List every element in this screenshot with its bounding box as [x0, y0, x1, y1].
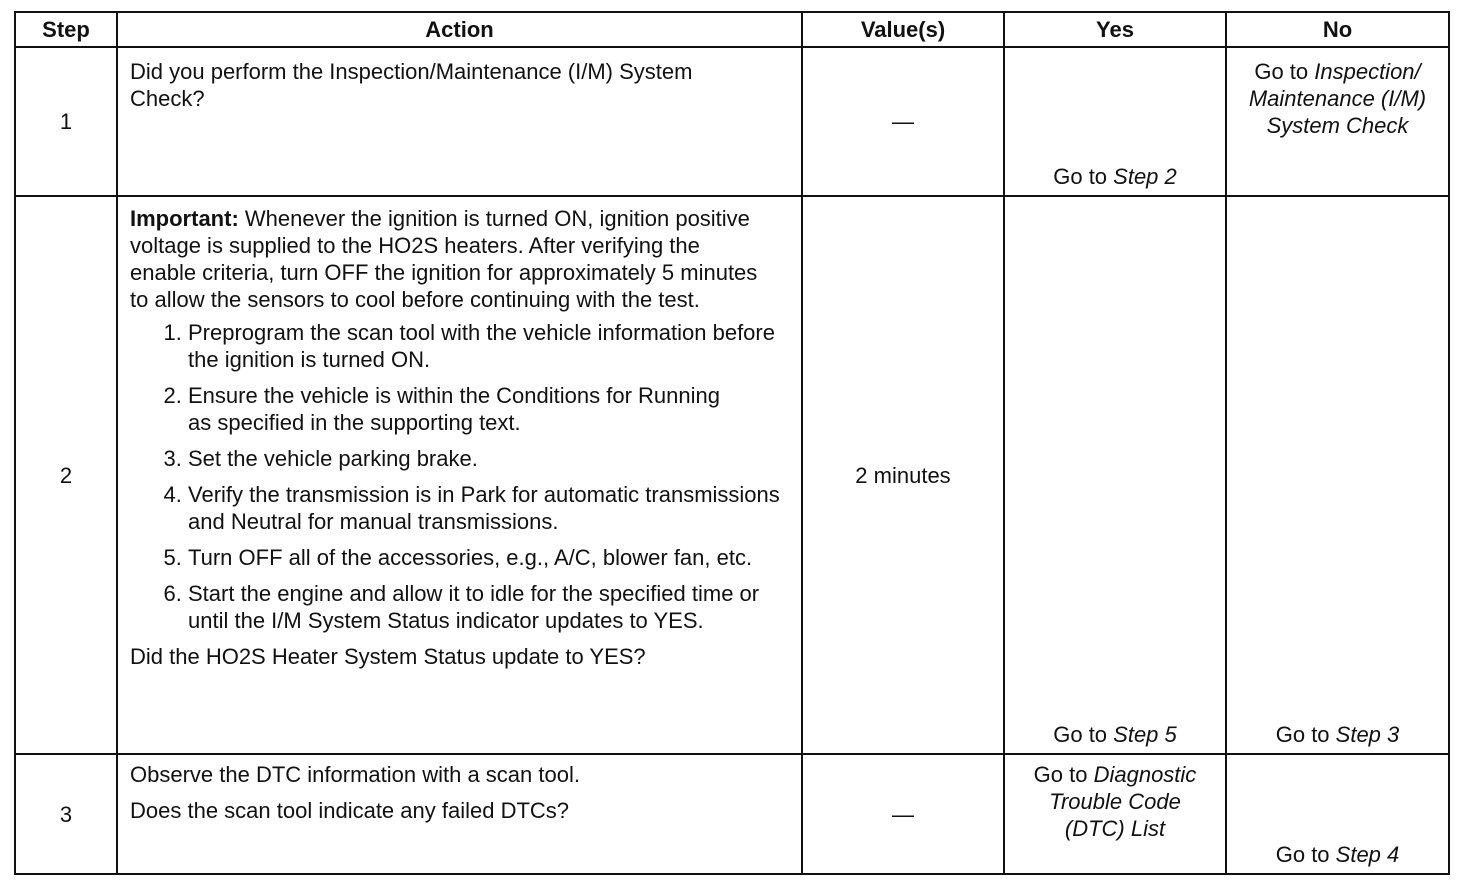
- table-row: [15, 196, 1449, 754]
- no-cell: [1226, 196, 1449, 754]
- no-goto[interactable]: Go to Step 3: [1275, 722, 1400, 747]
- no-cell: [1226, 754, 1449, 874]
- header-step: Step: [15, 12, 117, 47]
- values-cell: —: [802, 754, 1004, 874]
- yes-goto[interactable]: Go to Step 5: [1053, 722, 1177, 747]
- header-action: Action: [117, 12, 802, 47]
- table-row: [15, 47, 1449, 196]
- table-row: [15, 754, 1449, 874]
- yes-goto[interactable]: Go to Step 2: [1053, 164, 1177, 189]
- step-number: 3: [15, 754, 117, 874]
- diagnostic-table: [14, 11, 1450, 875]
- list-item: 2. Ensure the vehicle is within the Conditions for Running as specified in the supporting text.: [188, 382, 728, 436]
- step-number: 1: [15, 47, 117, 196]
- header-row: [15, 12, 1449, 47]
- yes-cell: [1004, 754, 1226, 874]
- header-no: No: [1226, 12, 1449, 47]
- list-item: 5. Turn OFF all of the accessories, e.g., A/C, blower fan, etc.: [188, 544, 768, 571]
- list-item: 4. Verify the transmission is in Park for automatic transmissions and Neutral for manual transmissions.: [188, 481, 789, 535]
- list-item: 6. Start the engine and allow it to idle for the specified time or until the I/M System Status indicator updates to YES.: [188, 580, 789, 634]
- yes-cell: [1004, 196, 1226, 754]
- action-question: Does the scan tool indicate any failed DTCs?: [130, 798, 570, 823]
- action-cell: [117, 196, 802, 754]
- important-label: Important:: [130, 206, 239, 231]
- important-note: [130, 205, 770, 313]
- yes-cell: [1004, 47, 1226, 196]
- no-cell: [1226, 47, 1449, 196]
- step-number: 2: [15, 196, 117, 754]
- header-values: Value(s): [802, 12, 1004, 47]
- action-text: Did you perform the Inspection/Maintenance (I/M) System Check?: [130, 59, 693, 111]
- no-goto[interactable]: Go to Step 4: [1275, 842, 1400, 867]
- procedure-list: [130, 319, 789, 634]
- list-item: 1. Preprogram the scan tool with the vehicle information before the ignition is turned ON.: [188, 319, 789, 373]
- action-text: Observe the DTC information with a scan tool.: [130, 762, 580, 787]
- no-goto[interactable]: Go to Inspection/ Maintenance (I/M) System Check: [1248, 59, 1427, 138]
- header-yes: Yes: [1004, 12, 1226, 47]
- values-cell: 2 minutes: [802, 196, 1004, 754]
- list-item: 3. Set the vehicle parking brake.: [188, 445, 789, 472]
- important-text: Whenever the ignition is turned ON, ignition positive voltage is supplied to the HO2S heaters. After verifying the enable criteria, turn OFF the ignition for approximately 5 minutes to allow the sensors to cool before continuing with the test.: [130, 206, 758, 312]
- action-cell: [117, 754, 802, 874]
- action-cell: [117, 47, 802, 196]
- yes-goto[interactable]: Go to Diagnostic Trouble Code (DTC) List: [1033, 762, 1197, 841]
- values-cell: —: [802, 47, 1004, 196]
- action-question: Did the HO2S Heater System Status update to YES?: [130, 644, 646, 669]
